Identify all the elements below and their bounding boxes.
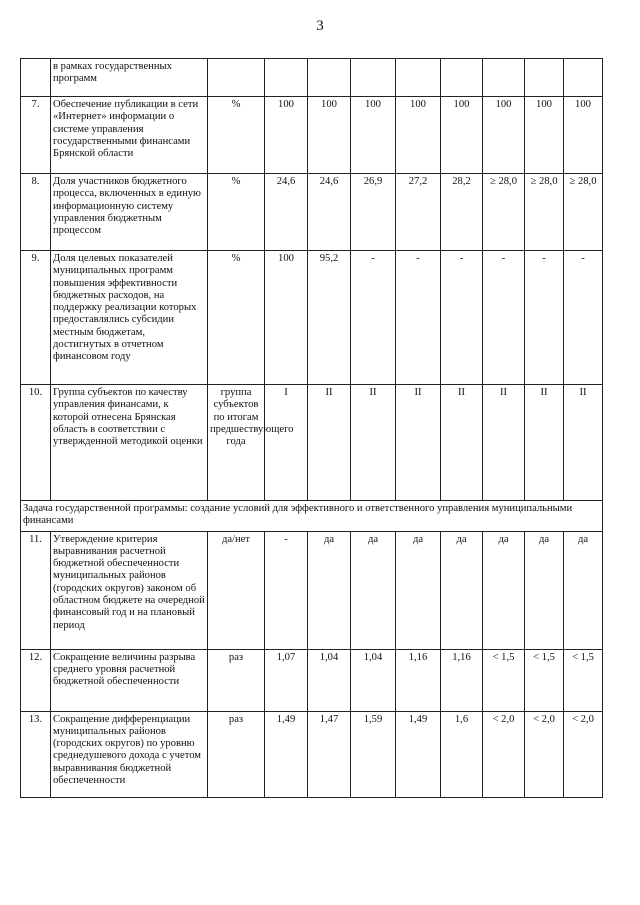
unit-cell: раз <box>208 649 265 711</box>
table-row <box>21 251 603 385</box>
value-cell: < 2,0 <box>564 711 603 797</box>
value-cell: 1,16 <box>441 649 483 711</box>
table-row <box>21 385 603 501</box>
value-cell: II <box>441 385 483 501</box>
value-cell: да <box>525 531 564 649</box>
value-cell: 1,04 <box>308 649 351 711</box>
value-cell: 100 <box>564 97 603 174</box>
value-cell: да <box>441 531 483 649</box>
indicator-name: Сокращение величины разрыва среднего уровня расчетной бюджетной обеспеченности <box>51 649 208 711</box>
row-number: 10. <box>21 385 51 501</box>
indicator-name: Обеспечение публикации в сети «Интернет» информации о системе управления государственными финансами Брянской области <box>51 97 208 174</box>
value-cell: < 1,5 <box>525 649 564 711</box>
value-cell: < 1,5 <box>564 649 603 711</box>
value-cell: 1,16 <box>396 649 441 711</box>
value-cell: 28,2 <box>441 174 483 251</box>
row-number: 9. <box>21 251 51 385</box>
value-cell: - <box>351 251 396 385</box>
row-number: 13. <box>21 711 51 797</box>
value-cell: ≥ 28,0 <box>525 174 564 251</box>
value-cell: 1,49 <box>396 711 441 797</box>
indicators-table <box>20 58 603 798</box>
value-cell: да <box>396 531 441 649</box>
value-cell: II <box>525 385 564 501</box>
unit-cell: группа субъектов по итогам предшествующего года <box>208 385 265 501</box>
value-cell: 100 <box>308 97 351 174</box>
value-cell: 1,6 <box>441 711 483 797</box>
value-cell: < 2,0 <box>483 711 525 797</box>
value-cell <box>265 59 308 97</box>
value-cell: 1,49 <box>265 711 308 797</box>
row-number: 12. <box>21 649 51 711</box>
row-number: 11. <box>21 531 51 649</box>
row-number: 7. <box>21 97 51 174</box>
unit-cell: да/нет <box>208 531 265 649</box>
value-cell: 95,2 <box>308 251 351 385</box>
page-number: 3 <box>316 18 324 34</box>
value-cell: 24,6 <box>265 174 308 251</box>
table-row <box>21 97 603 174</box>
value-cell: I <box>265 385 308 501</box>
unit-cell: % <box>208 174 265 251</box>
value-cell: 100 <box>265 97 308 174</box>
value-cell: II <box>351 385 396 501</box>
table-row <box>21 174 603 251</box>
unit-cell: % <box>208 97 265 174</box>
indicator-name: Доля целевых показателей муниципальных программ повышения эффективности бюджетных расходов, на поддержку реализации которых предоставлялись субсидии местным бюджетам, достигнутых в отчетном финансовом году <box>51 251 208 385</box>
value-cell: - <box>483 251 525 385</box>
value-cell: - <box>525 251 564 385</box>
value-cell <box>564 59 603 97</box>
value-cell <box>396 59 441 97</box>
value-cell: 100 <box>265 251 308 385</box>
value-cell: 1,07 <box>265 649 308 711</box>
indicator-name: в рамках государственных программ <box>51 59 208 97</box>
value-cell: - <box>564 251 603 385</box>
value-cell: 27,2 <box>396 174 441 251</box>
indicator-name: Доля участников бюджетного процесса, включенных в единую информационную систему управления бюджетным процессом <box>51 174 208 251</box>
value-cell: II <box>308 385 351 501</box>
value-cell: 100 <box>441 97 483 174</box>
value-cell: да <box>564 531 603 649</box>
value-cell: да <box>308 531 351 649</box>
value-cell: - <box>265 531 308 649</box>
value-cell: да <box>351 531 396 649</box>
indicator-name: Группа субъектов по качеству управления финансами, к которой отнесена Брянская область в соответствии с утвержденной методикой оценки <box>51 385 208 501</box>
table-row <box>21 711 603 797</box>
value-cell <box>441 59 483 97</box>
value-cell: 1,47 <box>308 711 351 797</box>
unit-cell: раз <box>208 711 265 797</box>
value-cell: 100 <box>483 97 525 174</box>
row-number: 8. <box>21 174 51 251</box>
indicator-name: Утверждение критерия выравнивания расчетной бюджетной обеспеченности муниципальных районов (городских округов) законом об областном бюджете на очередной финансовый год и на плановый период <box>51 531 208 649</box>
value-cell: < 2,0 <box>525 711 564 797</box>
value-cell: - <box>396 251 441 385</box>
table-row <box>21 531 603 649</box>
value-cell: 24,6 <box>308 174 351 251</box>
value-cell: 1,59 <box>351 711 396 797</box>
value-cell: 100 <box>396 97 441 174</box>
unit-cell <box>208 59 265 97</box>
value-cell: II <box>483 385 525 501</box>
value-cell: ≥ 28,0 <box>564 174 603 251</box>
row-number <box>21 59 51 97</box>
value-cell: ≥ 28,0 <box>483 174 525 251</box>
value-cell: - <box>441 251 483 385</box>
value-cell: 100 <box>525 97 564 174</box>
value-cell: да <box>483 531 525 649</box>
value-cell: 26,9 <box>351 174 396 251</box>
unit-cell: % <box>208 251 265 385</box>
value-cell: 1,04 <box>351 649 396 711</box>
task-row <box>21 501 603 532</box>
value-cell <box>351 59 396 97</box>
indicator-name: Сокращение дифференциации муниципальных районов (городских округов) по уровню среднедушевого дохода с учетом выравнивания бюджетной обеспеченности <box>51 711 208 797</box>
value-cell: 100 <box>351 97 396 174</box>
value-cell: < 1,5 <box>483 649 525 711</box>
value-cell: II <box>564 385 603 501</box>
value-cell <box>308 59 351 97</box>
value-cell <box>525 59 564 97</box>
table-row <box>21 649 603 711</box>
table-row <box>21 59 603 97</box>
value-cell <box>483 59 525 97</box>
task-heading: Задача государственной программы: создание условий для эффективного и ответственного управления муниципальными финансами <box>21 501 603 532</box>
value-cell: II <box>396 385 441 501</box>
